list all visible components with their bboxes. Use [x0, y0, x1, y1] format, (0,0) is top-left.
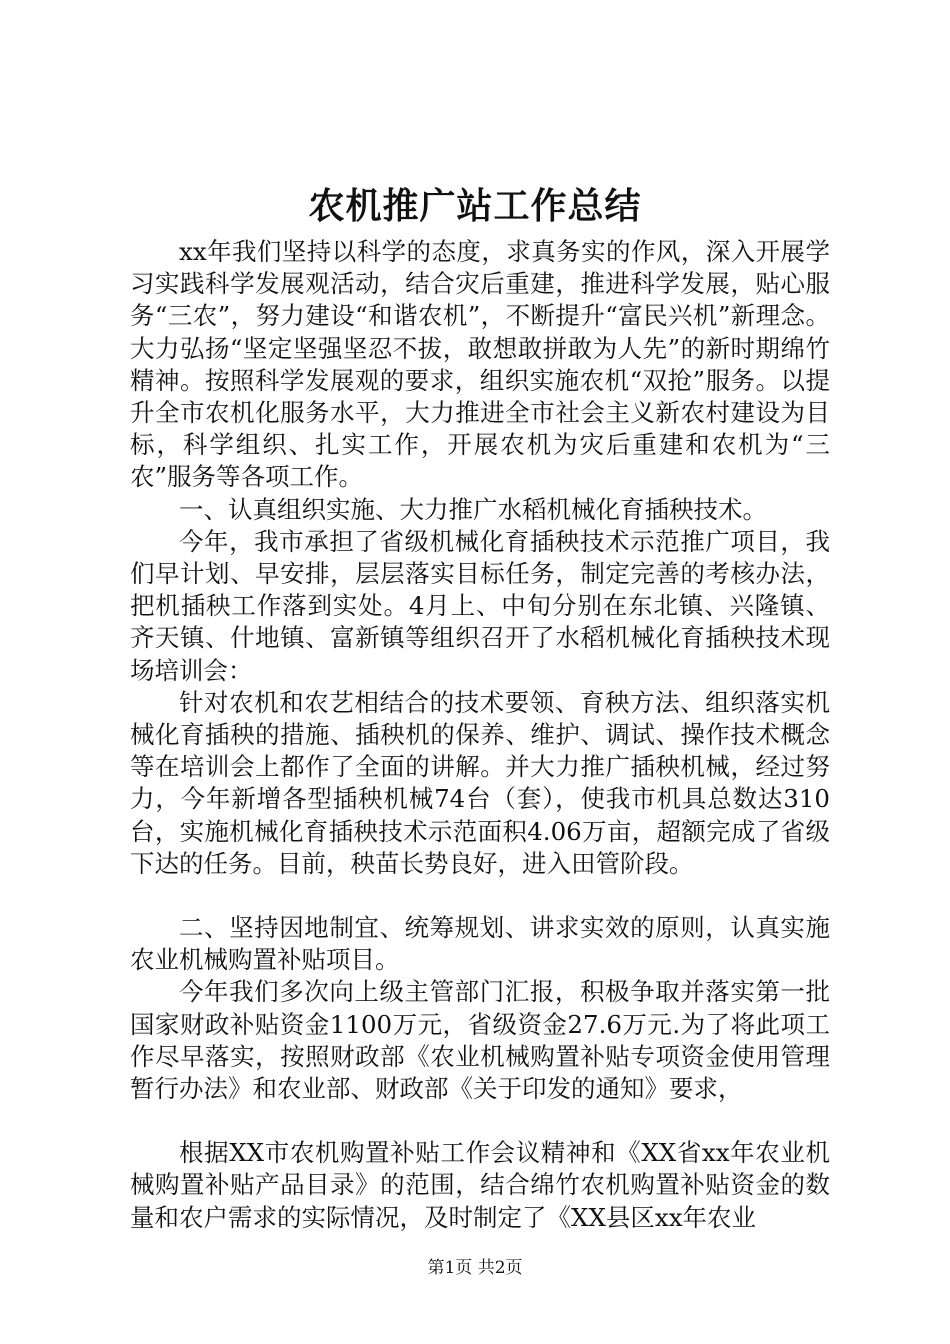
page-footer: 第1页 共2页 [427, 1258, 523, 1278]
document-title: 农机推广站工作总结 [308, 185, 642, 227]
paragraph-section-1-intro: 今年，我市承担了省级机械化育插秧技术示范推广项目，我们早计划、早安排，层层落实目标任务，制定完善的考核办法，把机插秧工作落到实处。4月上、中旬分别在东北镇、兴隆镇、齐天镇、什地镇、富新镇等组织召开了水稻机械化育插秧技术现场培训会： [130, 526, 830, 685]
paragraph-intro: xx年我们坚持以科学的态度，求真务实的作风，深入开展学习实践科学发展观活动，结合灾后重建，推进科学发展，贴心服务“三农”，努力建设“和谐农机”，不断提升“富民兴机”新理念。大力弘扬“坚定坚强坚忍不拔，敢想敢拼敢为人先”的新时期绵竹精神。按照科学发展观的要求，组织实施农机“双抢”服务。以提升全市农机化服务水平，大力推进全市社会主义新农村建设为目标，科学组织、扎实工作，开展农机为灾后重建和农机为“三农”服务等各项工作。 [130, 237, 830, 492]
section-heading-2: 二、坚持因地制宜、统筹规划、讲求实效的原则，认真实施农业机械购置补贴项目。 [130, 913, 830, 975]
paragraph-section-2-funding: 今年我们多次向上级主管部门汇报，积极争取并落实第一批国家财政补贴资金1100万元，省级资金27.6万元.为了将此项工作尽早落实，按照财政部《农业机械购置补贴专项资金使用管理暂行办法》和农业部、财政部《关于印发的通知》要求， [130, 977, 830, 1104]
paragraph-section-1-detail: 针对农机和农艺相结合的技术要领、育秧方法、组织落实机械化育插秧的措施、插秧机的保养、维护、调试、操作技术概念等在培训会上都作了全面的讲解。并大力推广插秧机械，经过努力，今年新增各型插秧机械74台（套），使我市机具总数达310台，实施机械化育插秧技术示范面积4.06万亩，超额完成了省级下达的任务。目前，秧苗长势良好，进入田管阶段。 [130, 687, 830, 878]
section-heading-1: 一、认真组织实施、大力推广水稻机械化育插秧技术。 [179, 494, 767, 524]
paragraph-section-2-detail: 根据XX市农机购置补贴工作会议精神和《XX省xx年农业机械购置补贴产品目录》的范围，结合绵竹农机购置补贴资金的数量和农户需求的实际情况，及时制定了《XX县区xx年农业 [130, 1138, 830, 1232]
document-body [130, 236, 830, 1234]
